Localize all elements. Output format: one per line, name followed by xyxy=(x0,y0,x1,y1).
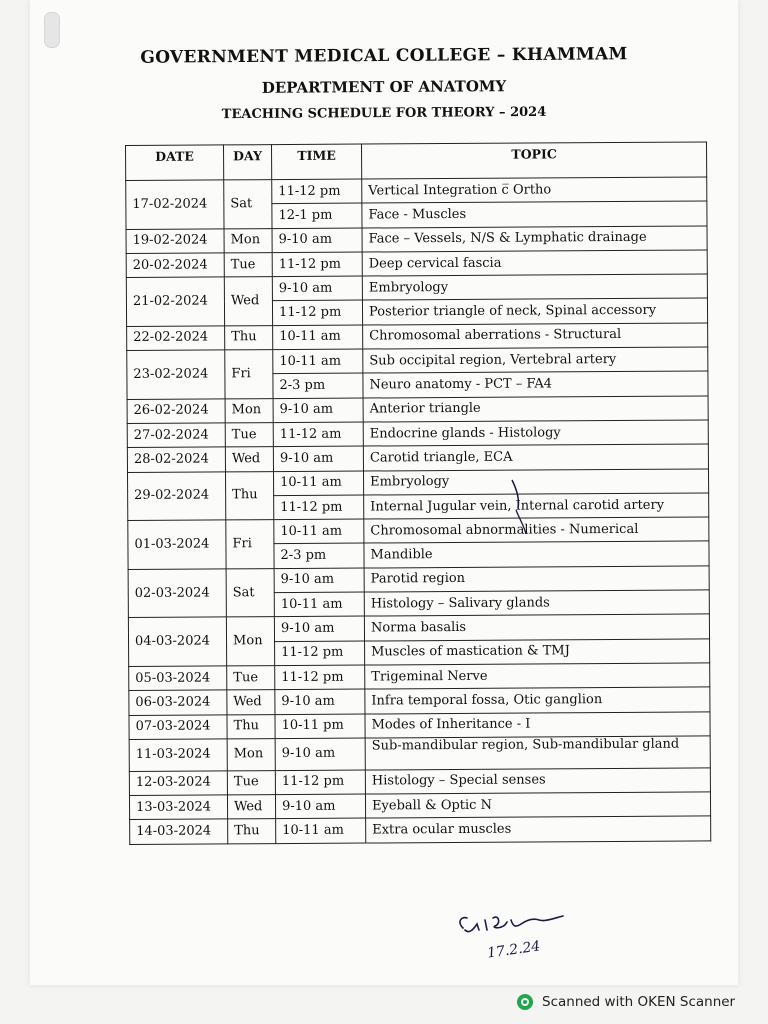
header-day: DAY xyxy=(224,145,272,180)
day-cell: Tue xyxy=(227,666,275,691)
topic-cell: Carotid triangle, ECA xyxy=(363,444,708,470)
day-cell: Mon xyxy=(227,738,275,770)
date-cell: 05-03-2024 xyxy=(129,666,227,691)
topic-cell: Embryology xyxy=(363,469,708,495)
topic-cell: Anterior triangle xyxy=(363,396,708,422)
topic-cell: Posterior triangle of neck, Spinal accessory xyxy=(362,298,707,324)
table-row xyxy=(129,768,710,796)
topic-cell: Eyeball & Optic N xyxy=(365,792,710,818)
topic-cell: Embryology xyxy=(362,274,707,300)
topic-cell: Trigeminal Nerve xyxy=(365,663,710,689)
day-cell: Fri xyxy=(226,520,274,569)
table-row xyxy=(127,347,708,375)
date-cell: 28-02-2024 xyxy=(127,447,225,472)
table-row xyxy=(128,566,709,594)
topic-cell: Vertical Integration c̅ Ortho xyxy=(362,177,707,203)
table-row xyxy=(128,517,709,545)
date-cell: 23-02-2024 xyxy=(127,350,225,399)
day-cell: Tue xyxy=(224,252,272,277)
topic-cell: Parotid region xyxy=(364,566,709,592)
signature-date: 17.2.24 xyxy=(486,938,542,962)
table-row xyxy=(129,711,710,739)
time-cell: 11-12 pm xyxy=(274,495,364,520)
staple-mark xyxy=(44,12,60,48)
date-cell: 29-02-2024 xyxy=(127,471,225,520)
topic-cell: Neuro anatomy - PCT – FA4 xyxy=(363,371,708,397)
time-cell: 9-10 am xyxy=(274,568,364,593)
header-time: TIME xyxy=(272,144,362,180)
date-cell: 11-03-2024 xyxy=(129,739,227,772)
date-cell: 02-03-2024 xyxy=(128,569,226,618)
day-cell: Thu xyxy=(228,819,276,844)
topic-cell: Extra ocular muscles xyxy=(366,816,711,842)
topic-cell: Histology – Salivary glands xyxy=(364,590,709,616)
time-cell: 9-10 am xyxy=(275,689,365,714)
header-topic: TOPIC xyxy=(361,142,706,179)
topic-cell: Muscles of mastication & TMJ xyxy=(365,639,710,665)
day-cell: Fri xyxy=(225,350,273,399)
time-cell: 11-12 pm xyxy=(275,770,365,795)
date-cell: 20-02-2024 xyxy=(126,253,224,278)
topic-cell: Norma basalis xyxy=(364,614,709,640)
time-cell: 11-12 pm xyxy=(272,301,362,326)
time-cell: 11-12 pm xyxy=(272,179,362,204)
topic-cell: Deep cervical fascia xyxy=(362,250,707,276)
table-row xyxy=(127,444,708,472)
date-cell: 19-02-2024 xyxy=(126,228,224,253)
topic-cell: Chromosomal abnormalities - Numerical xyxy=(364,517,709,543)
table-row xyxy=(127,396,708,424)
time-cell: 9-10 am xyxy=(272,228,362,253)
time-cell: 9-10 am xyxy=(275,794,365,819)
table-row xyxy=(127,323,708,351)
topic-cell: Face – Vessels, N/S & Lymphatic drainage xyxy=(362,226,707,252)
topic-cell: Face - Muscles xyxy=(362,201,707,227)
table-row xyxy=(129,792,710,820)
schedule-body xyxy=(126,177,711,844)
time-cell: 10-11 am xyxy=(273,471,363,496)
time-cell: 10-11 am xyxy=(274,592,364,617)
scanner-text: Scanned with OKEN Scanner xyxy=(542,994,736,1010)
date-cell: 26-02-2024 xyxy=(127,399,225,424)
topic-cell: Modes of Inheritance - I xyxy=(365,711,710,737)
time-cell: 11-12 pm xyxy=(275,641,365,666)
table-row xyxy=(129,736,710,772)
day-cell: Tue xyxy=(227,770,275,795)
time-cell: 11-12 am xyxy=(273,422,363,447)
table-row xyxy=(126,226,707,254)
table-row xyxy=(127,469,708,497)
date-cell: 14-03-2024 xyxy=(130,819,228,844)
date-cell: 27-02-2024 xyxy=(127,423,225,448)
table-row xyxy=(129,687,710,715)
time-cell: 9-10 am xyxy=(273,398,363,423)
day-cell: Thu xyxy=(225,325,273,350)
topic-cell: Chromosomal aberrations - Structural xyxy=(363,323,708,349)
time-cell: 2-3 pm xyxy=(274,544,364,569)
table-row xyxy=(126,250,707,278)
date-cell: 21-02-2024 xyxy=(126,277,224,326)
day-cell: Mon xyxy=(224,228,272,253)
day-cell: Sat xyxy=(224,180,272,229)
time-cell: 10-11 am xyxy=(273,325,363,350)
date-cell: 04-03-2024 xyxy=(128,617,226,666)
topic-cell: Mandible xyxy=(364,541,709,567)
department-title: DEPARTMENT OF ANATOMY xyxy=(261,77,507,97)
schedule-table xyxy=(125,141,711,844)
table-row xyxy=(127,420,708,448)
day-cell: Wed xyxy=(225,447,273,472)
time-cell: 12-1 pm xyxy=(272,203,362,228)
day-cell: Wed xyxy=(227,690,275,715)
day-cell: Mon xyxy=(225,398,273,423)
date-cell: 17-02-2024 xyxy=(126,180,224,229)
table-row xyxy=(130,816,711,844)
topic-cell: Infra temporal fossa, Otic ganglion xyxy=(365,687,710,713)
day-cell: Thu xyxy=(225,471,273,520)
table-row xyxy=(129,663,710,691)
schedule-title: TEACHING SCHEDULE FOR THEORY – 2024 xyxy=(221,104,547,123)
time-cell: 11-12 pm xyxy=(275,665,365,690)
signature-scribble xyxy=(455,900,595,970)
topic-cell: Sub occipital region, Vertebral artery xyxy=(363,347,708,373)
topic-cell: Endocrine glands - Histology xyxy=(363,420,708,446)
date-cell: 22-02-2024 xyxy=(127,326,225,351)
day-cell: Sat xyxy=(226,568,274,617)
date-cell: 07-03-2024 xyxy=(129,714,227,739)
time-cell: 10-11 am xyxy=(274,519,364,544)
time-cell: 9-10 am xyxy=(274,616,364,641)
topic-cell: Internal Jugular vein, Internal carotid artery xyxy=(364,493,709,519)
date-cell: 12-03-2024 xyxy=(129,771,227,796)
scanner-footer xyxy=(516,990,735,1014)
topic-cell: Histology – Special senses xyxy=(365,768,710,794)
header-date: DATE xyxy=(126,145,224,181)
time-cell: 9-10 am xyxy=(273,446,363,471)
day-cell: Thu xyxy=(227,714,275,739)
day-cell: Tue xyxy=(225,423,273,448)
date-cell: 13-03-2024 xyxy=(129,795,227,820)
topic-cell: Sub-mandibular region, Sub-mandibular gland xyxy=(365,736,710,770)
day-cell: Wed xyxy=(227,795,275,820)
date-cell: 06-03-2024 xyxy=(129,690,227,715)
time-cell: 11-12 pm xyxy=(272,252,362,277)
time-cell: 9-10 am xyxy=(272,276,362,301)
time-cell: 2-3 pm xyxy=(273,373,363,398)
table-header-row xyxy=(126,142,707,181)
day-cell: Mon xyxy=(226,617,274,666)
oken-scanner-logo-icon xyxy=(516,993,534,1011)
table-row xyxy=(126,177,707,205)
table-row xyxy=(126,274,707,302)
day-cell: Wed xyxy=(224,277,272,326)
time-cell: 9-10 am xyxy=(275,738,365,771)
time-cell: 10-11 pm xyxy=(275,714,365,739)
institution-title: GOVERNMENT MEDICAL COLLEGE – KHAMMAM xyxy=(140,44,628,68)
time-cell: 10-11 am xyxy=(273,349,363,374)
time-cell: 10-11 am xyxy=(276,818,366,843)
table-row xyxy=(128,614,709,642)
date-cell: 01-03-2024 xyxy=(128,520,226,569)
